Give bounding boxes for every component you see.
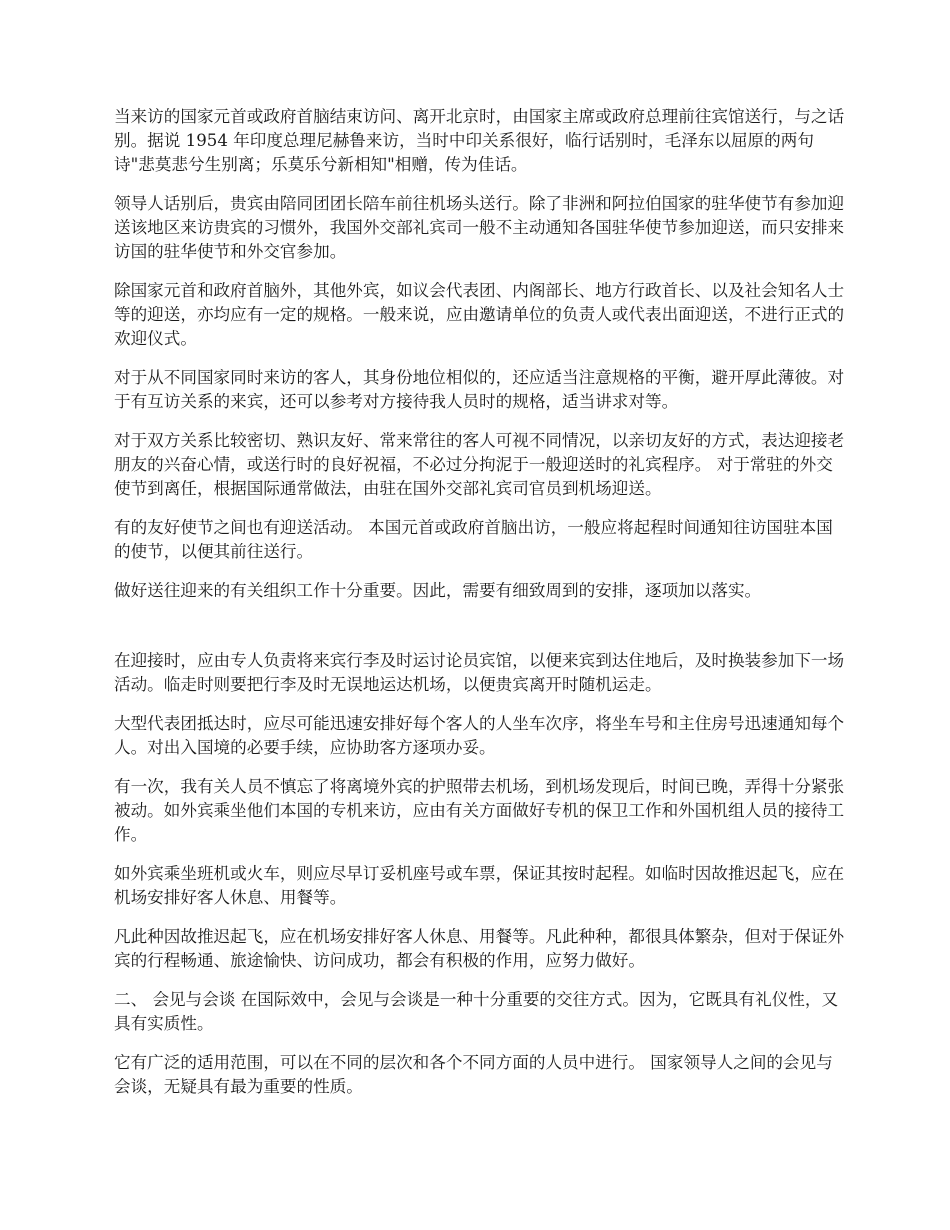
paragraph-friendly-envoys: 有的友好使节之间也有迎送活动。 本国元首或政府首脑出访，一般应将起程时间通知往访国驻本国的使节，以便其前往送行。 — [114, 518, 833, 561]
document-body — [114, 105, 846, 1114]
paragraph-meeting-scope: 它有广泛的适用范围，可以在不同的层次和各个不同方面的人员中进行。 国家领导人之间的会见与会谈，无疑具有最为重要的性质。 — [114, 1053, 833, 1096]
paragraph-large-delegation: 大型代表团抵达时，应尽可能迅速安排好每个客人的人坐车次序，将坐车号和主住房号迅速通知每个人。对出入国境的必要手续，应协助客方逐项办妥。 — [114, 714, 845, 757]
paragraph-flight-delays: 凡此种因故推迟起飞，应在机场安排好客人休息、用餐等。凡此种种，都很具体繁杂，但对于保证外宾的行程畅通、旅途愉快、访问成功，都会有积极的作用，应努力做好。 — [114, 927, 845, 970]
paragraph-farewell-visit: 当来访的国家元首或政府首脑结束访问、离开北京时，由国家主席或政府总理前往宾馆送行，与之话别。据说 1954 年印度总理尼赫鲁来访，当时中印关系很好，临行话别时，毛泽东以屈原的两句诗"悲莫悲兮生别离；乐莫乐兮新相知"相赠，传为佳话。 — [114, 107, 845, 174]
paragraph-organization: 做好送往迎来的有关组织工作十分重要。因此，需要有细致周到的安排，逐项加以落实。 — [114, 581, 762, 600]
paragraph-passport-incident: 有一次，我有关人员不慎忘了将离境外宾的护照带去机场，到机场发现后，时间已晚，弄得十分紧张被动。如外宾乘坐他们本国的专机来访，应由有关方面做好专机的保卫工作和外国机组人员的接待工作。 — [114, 777, 845, 844]
paragraph-meetings-talks: 二、 会见与会谈 在国际效中，会见与会谈是一种十分重要的交往方式。因为，它既具有礼仪性，又具有实质性。 — [114, 990, 839, 1033]
paragraph-airport-send-off: 领导人话别后，贵宾由陪同团团长陪车前往机场头送行。除了非洲和阿拉伯国家的驻华使节有参加迎送该地区来访贵宾的习惯外，我国外交部礼宾司一般不主动通知各国驻华使节参加迎送，而只安排来访国的驻华使节和外交官参加。 — [114, 194, 845, 261]
paragraph-other-guests: 除国家元首和政府首脑外，其他外宾，如议会代表团、内阁部长、地方行政首长、以及社会知名人士等的迎送，亦均应有一定的规格。一般来说，应由邀请单位的负责人或代表出面迎送，不进行正式的欢迎仪式。 — [114, 281, 845, 348]
paragraph-scheduled-flights: 如外宾乘坐班机或火车，则应尽早订妥机座号或车票，保证其按时起程。如临时因故推迟起飞，应在机场安排好客人休息、用餐等。 — [114, 864, 845, 907]
paragraph-close-relations: 对于双方关系比较密切、熟识友好、常来常往的客人可视不同情况，以亲切友好的方式，表达迎接老朋友的兴奋心情，或送行时的良好祝福，不必过分拘泥于一般迎送时的礼宾程序。 对于常驻的外交使节到离任，根据国际通常做法，由驻在国外交部礼宾司官员到机场迎送。 — [114, 431, 845, 498]
paragraph-luggage: 在迎接时，应由专人负责将来宾行李及时运讨论员宾馆，以便来宾到达住地后，及时换装参加下一场活动。临走时则要把行李及时无误地运达机场，以便贵宾离开时随机运走。 — [114, 651, 845, 694]
paragraph-protocol-balance: 对于从不同国家同时来访的客人，其身份地位相似的，还应适当注意规格的平衡，避开厚此薄彼。对于有互访关系的来宾，还可以参考对方接待我人员时的规格，适当讲求对等。 — [114, 368, 845, 411]
